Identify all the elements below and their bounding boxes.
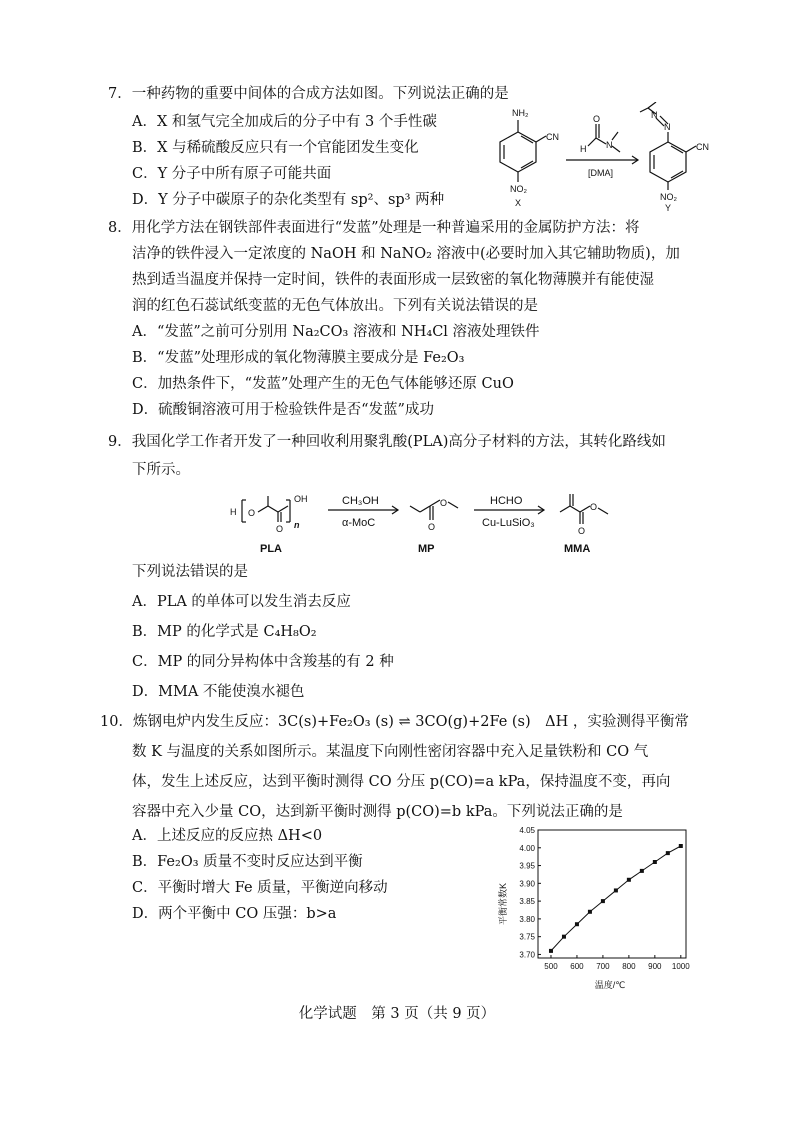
q10-option-b: B．Fe₂O₃ 质量不变时反应达到平衡 xyxy=(132,854,363,870)
q8-stem-line-2: 洁净的铁件浸入一定浓度的 NaOH 和 NaNO₂ 溶液中(必要时加入其它辅助物质)，加 xyxy=(132,246,680,262)
y-cn-label: CN xyxy=(696,142,709,152)
pla-o-label: O xyxy=(248,508,256,518)
q7-reaction-scheme xyxy=(488,102,738,212)
q8-option-d: D．硫酸铜溶液可用于检验铁件是否“发蓝”成功 xyxy=(132,402,434,418)
reagent1-top: CH₃OH xyxy=(342,495,379,507)
pla-label: PLA xyxy=(260,543,282,555)
reagent-o-label: O xyxy=(593,114,601,124)
equilibrium-constant-chart xyxy=(492,822,702,992)
series-line xyxy=(551,846,681,951)
q7-stem: 7．一种药物的重要中间体的合成方法如图。下列说法正确的是 xyxy=(108,86,509,102)
mma-o2-label: O xyxy=(578,526,586,536)
y-tick-label: 3.70 xyxy=(519,950,535,960)
q9-option-b: B．MP 的化学式是 C₄H₈O₂ xyxy=(132,624,317,640)
x-tick-label: 1000 xyxy=(671,962,690,971)
q9-stem-line-2: 下所示。 xyxy=(132,462,190,478)
q9-option-d: D．MMA 不能使溴水褪色 xyxy=(132,684,305,700)
q10-option-c: C．平衡时增大 Fe 质量，平衡逆向移动 xyxy=(132,880,388,896)
reagent1-bottom: α-MoC xyxy=(342,517,376,529)
x-no2-label: NO₂ xyxy=(510,184,527,194)
data-point xyxy=(679,844,683,848)
q7-option-d: D．Y 分子中碳原子的杂化类型有 sp²、sp³ 两种 xyxy=(132,192,445,208)
q8-option-a: A．“发蓝”之前可分别用 Na₂CO₃ 溶液和 NH₄Cl 溶液处理铁件 xyxy=(132,324,540,340)
q8-stem-line-4: 润的红色石蕊试纸变蓝的无色气体放出。下列有关说法错误的是 xyxy=(132,298,538,314)
data-point xyxy=(653,860,657,864)
q8-stem-line-3: 热到适当温度并保持一定时间，铁件的表面形成一层致密的氧化物薄膜并有能使湿 xyxy=(132,272,654,288)
y-tick-label: 3.75 xyxy=(519,932,535,942)
q8-option-c: C．加热条件下，“发蓝”处理产生的无色气体能够还原 CuO xyxy=(132,376,514,392)
q10-stem-line-4: 容器中充入少量 CO，达到新平衡时测得 p(CO)=b kPa。下列说法正确的是 xyxy=(132,804,623,820)
q9-reaction-scheme xyxy=(228,486,648,558)
mp-o2-label: O xyxy=(428,522,436,532)
pla-o2-label: O xyxy=(276,524,284,534)
x-tick-label: 600 xyxy=(570,962,584,971)
data-point xyxy=(627,878,631,882)
q10-option-d: D．两个平衡中 CO 压强：b>a xyxy=(132,906,337,922)
mma-o-label: O xyxy=(590,502,598,512)
q10-stem-line-1: 10．炼钢电炉内发生反应：3C(s)+Fe₂O₃ (s) ⇌ 3CO(g)+2Fe (s) ΔH ，实验测得平衡常 xyxy=(100,714,689,730)
pla-oh-label: OH xyxy=(294,494,308,504)
pla-h-label: H xyxy=(230,507,237,517)
chart-xlabel: 温度/℃ xyxy=(594,980,626,990)
y-no2-label: NO₂ xyxy=(660,192,677,202)
q9-option-c: C．MP 的同分异构体中含羧基的有 2 种 xyxy=(132,654,394,670)
data-point xyxy=(601,899,605,903)
page-footer: 化学试题 第 3 页（共 9 页） xyxy=(298,1006,496,1022)
y-tick-label: 4.05 xyxy=(519,826,535,835)
q7-option-c: C．Y 分子中所有原子可能共面 xyxy=(132,166,332,182)
q10-stem-line-2: 数 K 与温度的关系如图所示。某温度下向刚性密闭容器中充入足量铁粉和 CO 气 xyxy=(132,744,649,760)
data-point xyxy=(614,888,618,892)
x-tick-label: 900 xyxy=(648,962,662,971)
q8-option-b: B．“发蓝”处理形成的氧化物薄膜主要成分是 Fe₂O₃ xyxy=(132,350,465,366)
chart-ylabel: 平衡常数K xyxy=(498,882,508,926)
data-point xyxy=(562,935,566,939)
x-tick-label: 700 xyxy=(596,962,610,971)
q10-option-a: A．上述反应的反应热 ΔH<0 xyxy=(132,828,323,844)
reagent2-top: HCHO xyxy=(490,495,523,507)
q9-option-a: A．PLA 的单体可以发生消去反应 xyxy=(132,594,351,610)
y-tick-label: 3.85 xyxy=(519,897,535,907)
q7-option-a: A．X 和氢气完全加成后的分子中有 3 个手性碳 xyxy=(132,114,437,130)
y-tick-label: 3.90 xyxy=(519,879,535,889)
x-nh2-label: NH₂ xyxy=(512,108,529,118)
y-tick-label: 3.80 xyxy=(519,914,535,924)
mma-label: MMA xyxy=(564,543,591,555)
x-label: X xyxy=(515,198,522,208)
data-point xyxy=(640,869,644,873)
y-tick-label: 3.95 xyxy=(519,861,535,871)
reagent-n-label: N xyxy=(606,140,613,150)
mp-label: MP xyxy=(418,543,435,555)
reagent2-bottom: Cu-LuSiO₃ xyxy=(482,517,535,529)
y-label: Y xyxy=(665,203,672,212)
q8-stem-line-1: 8．用化学方法在钢铁部件表面进行“发蓝”处理是一种普遍采用的金属防护方法：将 xyxy=(108,220,640,236)
q9-prompt: 下列说法错误的是 xyxy=(132,564,248,580)
x-tick-label: 800 xyxy=(622,962,636,971)
data-point xyxy=(549,949,553,953)
data-point xyxy=(666,851,670,855)
q7-option-b: B．X 与稀硫酸反应只有一个官能团发生变化 xyxy=(132,140,419,156)
condition-label: [DMA] xyxy=(588,168,614,178)
x-tick-label: 500 xyxy=(544,962,558,971)
y-n2-label: N xyxy=(651,110,658,120)
y-n-label: N xyxy=(664,122,671,132)
q9-stem-line-1: 9．我国化学工作者开发了一种回收利用聚乳酸(PLA)高分子材料的方法，其转化路线如 xyxy=(108,434,666,450)
data-point xyxy=(588,910,592,914)
q10-stem-line-3: 体，发生上述反应，达到平衡时测得 CO 分压 p(CO)=a kPa，保持温度不变，再向 xyxy=(132,774,671,790)
data-point xyxy=(575,922,579,926)
reagent-h-label: H xyxy=(580,144,587,154)
x-cn-label: CN xyxy=(546,132,559,142)
mp-o-label: O xyxy=(440,498,448,508)
y-tick-label: 4.00 xyxy=(519,843,535,853)
pla-n-label: n xyxy=(294,520,300,530)
